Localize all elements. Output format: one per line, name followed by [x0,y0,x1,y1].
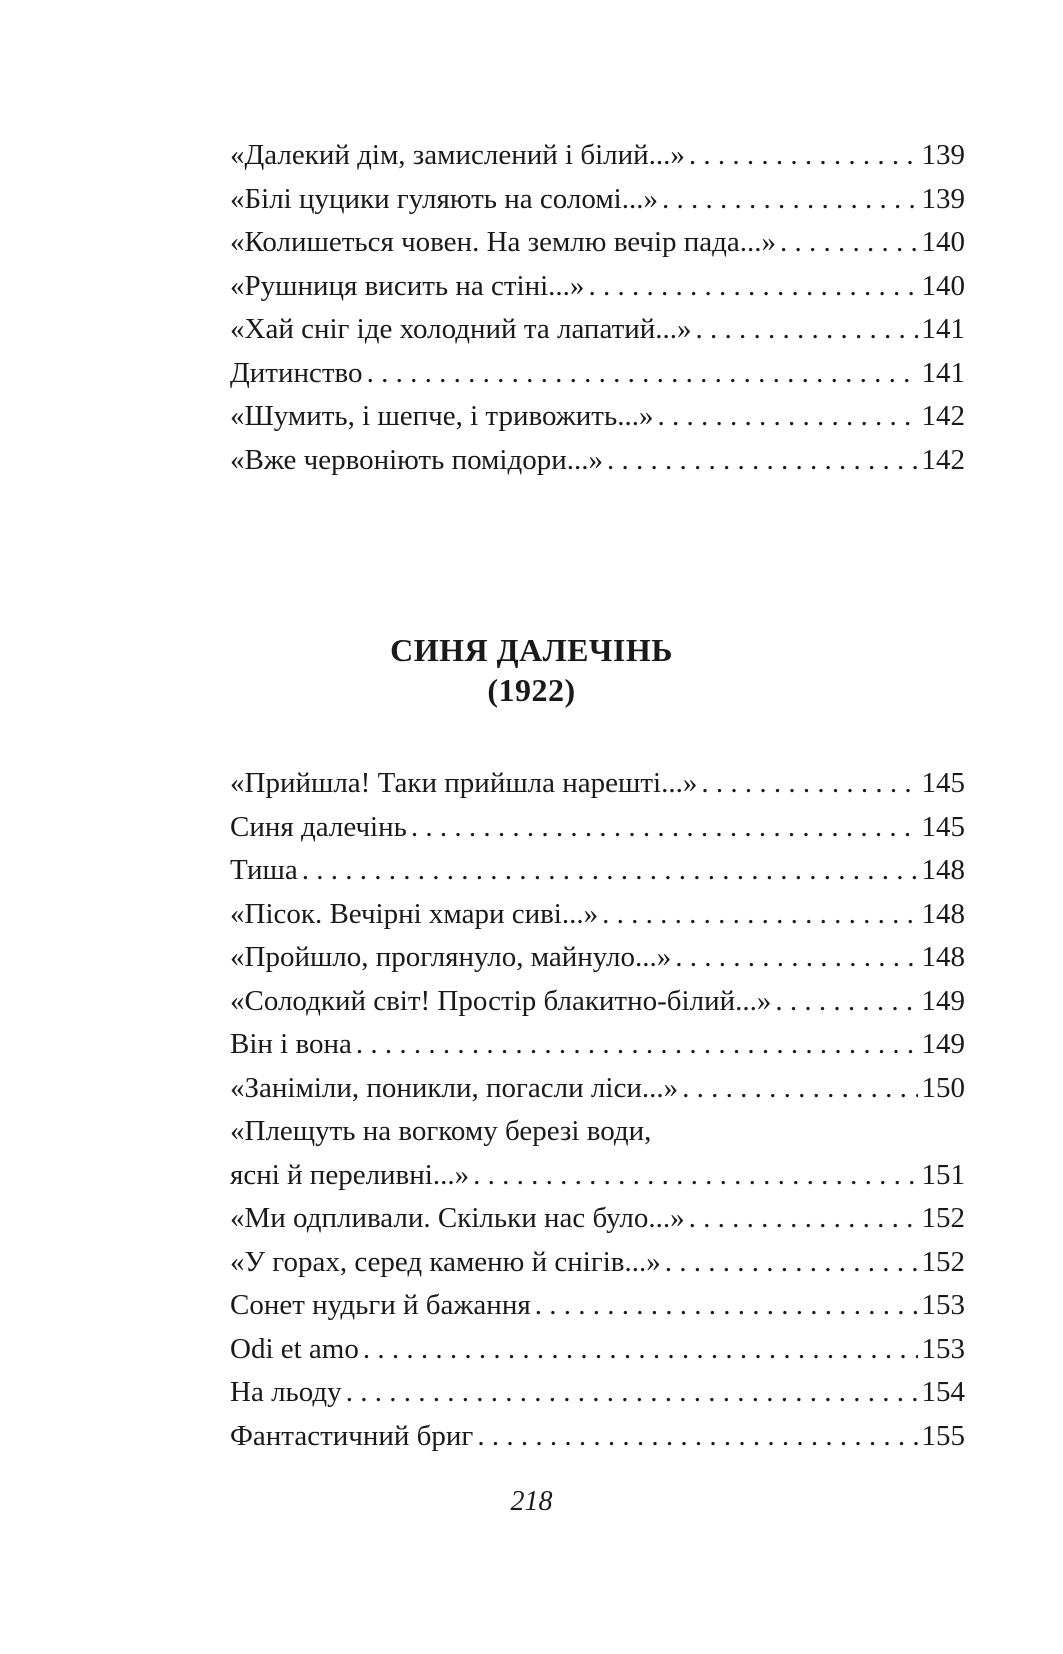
toc-entry [230,308,965,352]
toc-entry-title: Тиша [230,854,298,886]
toc-entry [230,1197,965,1241]
toc-entry-page: 140 [921,226,965,258]
toc-entry [230,221,965,265]
toc-entry-page: 155 [921,1419,965,1452]
toc-entry [230,178,965,222]
section-year: (1922) [487,672,576,708]
toc-entry-title: ясні й переливні...» [230,1158,470,1191]
toc-entry-page: 154 [921,1376,965,1408]
toc-entry-page: 148 [921,854,965,886]
toc-entry-title: «Ми одпливали. Скільки нас було...» [230,1202,685,1234]
toc-entry-page: 148 [921,897,965,930]
toc-entry-title: «Пісок. Вечірні хмари сиві...» [230,897,599,930]
dot-leader [363,1328,918,1372]
toc-entry-page: 145 [921,767,965,799]
toc-entry-page: 141 [921,356,965,389]
toc-entry-title: «Вже червоніють помідори...» [230,443,603,476]
toc-entry-page: 140 [921,269,965,302]
toc-entry-title: «Плещуть на вогкому березі води, [230,1115,652,1147]
toc-entry-title: «Пройшло, проглянуло, майнуло...» [230,941,672,973]
section-title: СИНЯ ДАЛЕЧІНЬ [390,632,673,668]
dot-leader [657,395,917,439]
toc-entry-page: 142 [921,400,965,432]
page-number: 218 [510,1486,553,1517]
toc-entry-title: «Далекий дім, замислений і білий...» [230,139,685,171]
dot-leader [662,178,918,222]
toc-entry [230,893,965,937]
toc-entry-title: «Прийшла! Таки прийшла нарешті...» [230,767,698,799]
toc-entry-page: 150 [921,1071,965,1104]
toc-entry [230,980,965,1024]
toc-entry [230,849,965,893]
toc-entry-title: «Рушниця висить на стіні...» [230,269,585,302]
dot-leader [411,806,918,850]
dot-leader [588,265,917,309]
dot-leader [367,352,918,396]
toc-entry-title: Він і вона [230,1028,352,1060]
toc-entry [230,1328,965,1372]
toc-entry-title: «Заніміли, поникли, погасли ліси...» [230,1071,679,1104]
toc-entry [230,1371,965,1415]
toc-entry-title: Дитинство [230,356,363,389]
toc-entry [230,1154,965,1198]
toc-entry [230,395,965,439]
toc-entry [230,1415,965,1459]
toc-entry-page: 139 [921,182,965,215]
toc-entry-page: 153 [921,1289,965,1321]
dot-leader [607,439,918,483]
toc-entry-title: «Хай сніг іде холодний та лапатий...» [230,313,692,345]
toc-entry-title: Фантастичний бриг [230,1419,474,1452]
toc-list-section [230,762,965,1458]
dot-leader [701,762,917,806]
dot-leader [302,849,918,893]
toc-entry-page: 152 [921,1202,965,1234]
toc-entry-title: «У горах, серед каменю й снігів...» [230,1245,661,1278]
dot-leader [477,1415,917,1459]
toc-entry-title: Odi et amo [230,1332,359,1365]
dot-leader [775,980,917,1024]
toc-entry-first-line [230,1110,965,1154]
dot-leader [780,221,917,265]
toc-entry-page: 141 [921,313,965,345]
toc-entry-title: «Білі цуцики гуляють на соломі...» [230,182,658,215]
toc-entry-title: «Шумить, і шепче, і тривожить...» [230,400,654,432]
toc-entry-page: 152 [921,1245,965,1278]
toc-entry-page: 145 [921,810,965,843]
section-heading [0,630,1063,710]
toc-entry-page: 149 [921,1028,965,1060]
toc-entry [230,1241,965,1285]
dot-leader [696,308,918,352]
toc-entry-title: «Солодкий світ! Простір блакитно-білий...» [230,984,772,1017]
toc-entry-page: 148 [921,941,965,973]
dot-leader [535,1284,918,1328]
dot-leader [675,936,917,980]
toc-entry-page: 142 [921,443,965,476]
toc-entry [230,265,965,309]
toc-entry-page: 149 [921,984,965,1017]
toc-entry [230,352,965,396]
toc-entry-title: «Колишеться човен. На землю вечір пада...» [230,226,777,258]
dot-leader [473,1154,917,1198]
dot-leader [356,1023,918,1067]
dot-leader [346,1371,918,1415]
toc-entry [230,936,965,980]
toc-entry [230,1023,965,1067]
dot-leader [689,134,918,178]
toc-entry [230,762,965,806]
toc-entry-page: 153 [921,1332,965,1365]
dot-leader [665,1241,918,1285]
toc-entry [230,806,965,850]
toc-entry-title: На льоду [230,1376,342,1408]
toc-entry-page: 139 [921,139,965,171]
toc-entry [230,134,965,178]
toc-entry [230,439,965,483]
toc-entry-page: 151 [921,1158,965,1191]
toc-entry [230,1284,965,1328]
dot-leader [602,893,917,937]
dot-leader [689,1197,918,1241]
dot-leader [682,1067,917,1111]
toc-entry [230,1067,965,1111]
toc-entry-title: Сонет нудьги й бажання [230,1289,531,1321]
toc-list-previous-section [230,134,965,482]
toc-entry-title: Синя далечінь [230,810,407,843]
